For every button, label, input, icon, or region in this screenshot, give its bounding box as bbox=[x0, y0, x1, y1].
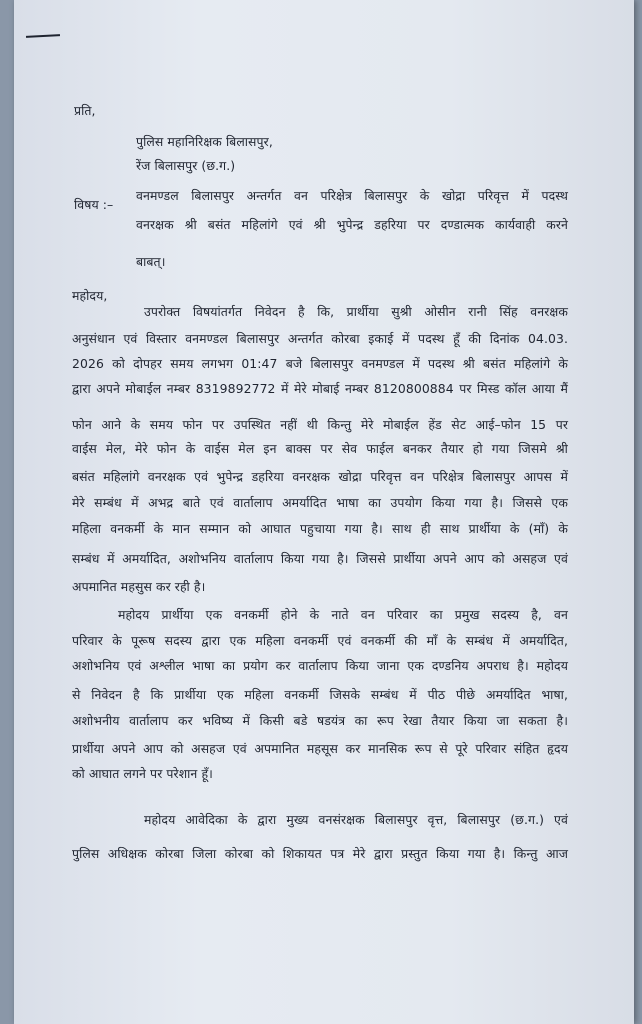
p2-line-7: को आघात लगने पर परेशान हूँ। bbox=[72, 766, 213, 781]
p1-line-6: वाईस मेल, मेरे फोन के वाईस मेल इन बाक्स पर सेव फाईल बनकर तैयार हो गया जिसमे श्री bbox=[72, 441, 568, 456]
p1-line-2: अनुसंधान एवं विस्तार वनमण्डल बिलासपुर अन्तर्गत कोरबा इकाई में पदस्थ हूँ की दिनांक 04.03. bbox=[72, 331, 568, 346]
subject-line-1: वनमण्डल बिलासपुर अन्तर्गत वन परिक्षेत्र बिलासपुर के खोद्रा परिवृत्त में पदस्थ bbox=[136, 188, 568, 203]
p1-line-10: सम्बंध में अमर्यादित, अशोभनिय वार्तालाप किया गया है। जिससे प्रार्थीया अपने आप को असहज एवं bbox=[72, 551, 568, 566]
p1-line-9: महिला वनकर्मी के मान सम्मान को आघात पहुचाया गया है। साथ ही साथ प्रार्थीया के (माँ) के bbox=[72, 521, 568, 536]
corner-pen-mark bbox=[26, 34, 60, 38]
p3-line-1: महोदय आवेदिका के द्वारा मुख्य वनसंरक्षक बिलासपुर वृत्त, बिलासपुर (छ.ग.) एवं bbox=[144, 812, 568, 827]
recipient-line-2: रेंज बिलासपुर (छ.ग.) bbox=[136, 158, 236, 173]
salutation: महोदय, bbox=[72, 288, 108, 303]
subject-line-3: बाबत्। bbox=[136, 254, 166, 269]
p1-line-3: 2026 को दोपहर समय लगभग 01:47 बजे बिलासपुर वनमण्डल में पदस्थ श्री बसंत महिलांगे के bbox=[72, 356, 568, 371]
p1-line-8: मेरे सम्बंध में अभद्र बाते एवं वार्तालाप अमर्यादित भाषा का उपयोग किया गया है। जिससे एक bbox=[72, 495, 568, 510]
p2-line-3: अशोभनिय एवं अश्लील भाषा का प्रयोग कर वार्तालाप किया जाना एक दण्डनिय अपराध है। महोदय bbox=[72, 658, 568, 673]
p2-line-4: से निवेदन है कि प्रार्थीया एक महिला वनकर्मी जिसके सम्बंध में पीठ पीछे अमर्यादित भाषा, bbox=[72, 687, 568, 702]
p1-line-11: अपमानित महसुस कर रही है। bbox=[72, 579, 206, 594]
recipient-line-1: पुलिस महानिरिक्षक बिलासपुर, bbox=[136, 134, 273, 149]
p3-line-2: पुलिस अधिक्षक कोरबा जिला कोरबा को शिकायत पत्र मेरे द्वारा प्रस्तुत किया गया है। किन्तु आज bbox=[72, 846, 568, 861]
p1-line-1: उपरोक्त विषयांतर्गत निवेदन है कि, प्रार्थीया सुश्री ओसीन रानी सिंह वनरक्षक bbox=[144, 304, 568, 319]
subject-label: विषय :– bbox=[74, 197, 114, 212]
p2-line-5: अशोभनीय वार्तालाप कर भविष्य में किसी बडे षडयंत्र का रूप रेखा तैयार किया जा सकता है। bbox=[72, 713, 568, 728]
p2-line-2: परिवार के पूरूष सदस्य द्वारा एक महिला वनकर्मी एवं वनकर्मी की माँ के सम्बंध में अमर्यादित, bbox=[72, 633, 568, 648]
p2-line-1: महोदय प्रार्थीया एक वनकर्मी होने के नाते वन परिवार का प्रमुख सदस्य है, वन bbox=[118, 607, 568, 622]
letter-page bbox=[14, 0, 634, 1024]
p1-line-5: फोन आने के समय फोन पर उपस्थित नहीं थी किन्तु मेरे मोबाईल हेंड सेट आई–फोन 15 पर bbox=[72, 417, 568, 432]
p1-line-7: बसंत महिलांगे वनरक्षक एवं भुपेन्द्र डहरिया वनरक्षक खोद्रा परिवृत्त वन परिक्षेत्र बिलासपुर आपस में bbox=[72, 469, 568, 484]
to-label: प्रति, bbox=[74, 103, 96, 118]
subject-line-2: वनरक्षक श्री बसंत महिलांगे एवं श्री भुपेन्द्र डहरिया पर दण्डात्मक कार्यवाही करने bbox=[136, 217, 568, 232]
p2-line-6: प्रार्थीया अपने आप को असहज एवं अपमानित महसूस कर मानसिक रूप से पूरे परिवार संहित हृदय bbox=[72, 741, 568, 756]
p1-line-4: द्वारा अपने मोबाईल नम्बर 8319892772 में मेरे मोबाई नम्बर 8120800884 पर मिस्ड कॉल आया मैं bbox=[72, 381, 568, 396]
